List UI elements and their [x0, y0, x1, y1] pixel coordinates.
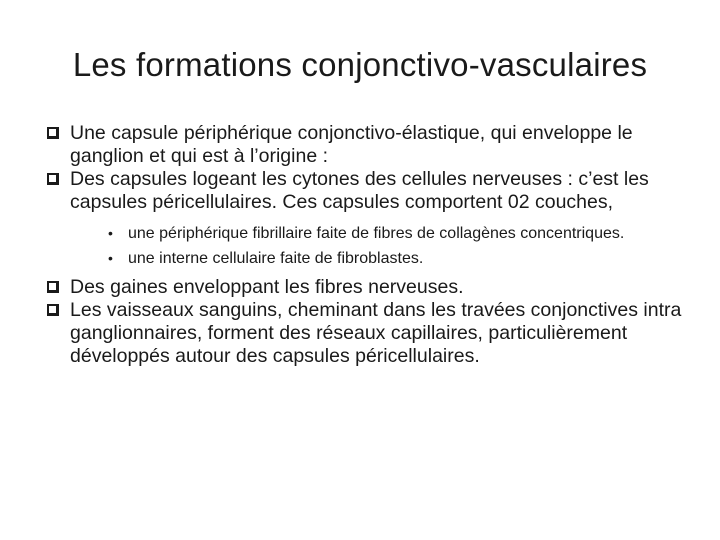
bullet-text: Une capsule périphérique conjonctivo-élastique, qui enveloppe le ganglion et qui est à l’origine : — [70, 122, 633, 167]
hollow-square-icon — [47, 281, 59, 293]
bullet-item — [46, 276, 686, 299]
sub-bullet-item — [108, 249, 668, 268]
hollow-square-icon — [47, 127, 59, 139]
bullet-item — [46, 122, 686, 168]
bullet-text: Des capsules logeant les cytones des cellules nerveuses : c’est les capsules péricellulaires. Ces capsules comportent 02 couches, — [70, 168, 649, 213]
hollow-square-icon — [47, 304, 59, 316]
bullet-dot-icon: • — [108, 250, 113, 266]
sub-bullet-item — [108, 224, 668, 243]
hollow-square-icon — [47, 173, 59, 185]
slide-title: Les formations conjonctivo-vasculaires — [72, 46, 648, 83]
bullet-item — [46, 168, 686, 214]
bullet-text: Les vaisseaux sanguins, cheminant dans les travées conjonctives intra ganglionnaires, forment des réseaux capillaires, particulièrement développés autour des capsules péricellulaires. — [70, 299, 682, 367]
bullet-dot-icon: • — [108, 225, 113, 241]
sub-bullet-text: une périphérique fibrillaire faite de fibres de collagènes concentriques. — [128, 225, 625, 242]
bullet-text: Des gaines enveloppant les fibres nerveuses. — [70, 276, 464, 298]
slide-content — [46, 122, 686, 368]
bullet-item — [46, 299, 686, 368]
sub-bullet-text: une interne cellulaire faite de fibroblastes. — [128, 250, 424, 267]
